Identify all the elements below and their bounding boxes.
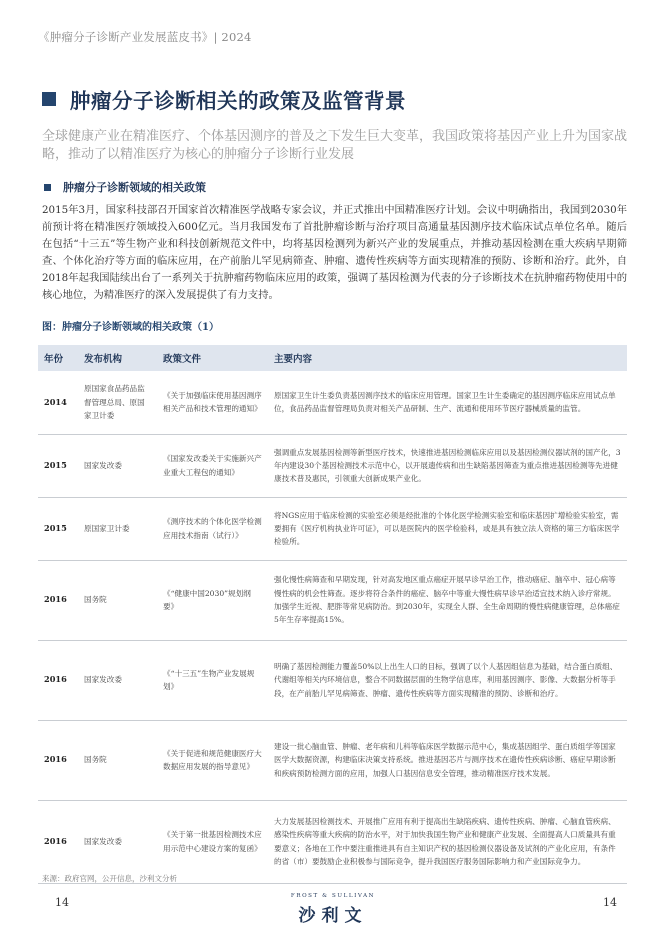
cell-agency: 国家发改委	[78, 640, 157, 720]
table-row	[38, 434, 627, 497]
subsection-square-marker	[44, 184, 51, 191]
section-title	[42, 84, 406, 114]
section-square-marker	[42, 92, 56, 106]
policy-table	[38, 345, 627, 884]
table-row	[38, 497, 627, 560]
cell-document: 《测序技术的个体化医学检测应用技术指南（试行）》	[157, 497, 268, 560]
cell-document: 《国家发改委关于实施新兴产业重大工程包的通知》	[157, 434, 268, 497]
header-agency: 发布机构	[78, 345, 157, 371]
body-paragraph: 2015年3月，国家科技部召开国家首次精准医学战略专家会议，并正式推出中国精准医疗计划。会议中明确指出，我国到2030年前预计将在精准医疗领域投入600亿元。当月我国发布了首批肿瘤诊断与治疗项目高通量基因测序技术临床试点单位名单。随后在包括“十三五”等生物产业和科技创新规范文件中，均将基因检测列为新兴产业的发展重点，并推动基因检测在重大疾病早期筛查、个体化治疗等方面的临床应用，在产前胎儿罕见病筛查、肿瘤、遗传性疾病等方面实现精准的预防、诊断和治疗。此外，自2018年起我国陆续出台了一系列关于抗肿瘤药物临床应用的政策，强调了基因检测为代表的分子诊断技术在抗肿瘤药物使用中的核心地位，为精准医疗的深入发展提供了有力支持。	[42, 204, 627, 302]
table-header-row	[38, 345, 627, 371]
source-note: 来源：政府官网，公开信息，沙利文分析	[42, 874, 177, 883]
cell-agency: 国家发改委	[78, 434, 157, 497]
cell-content: 大力发展基因检测技术、开展推广应用有利于提高出生缺陷疾病、遗传性疾病、肿瘤、心脑血管疾病、感染性疾病等重大疾病的防治水平，对于加快我国生物产业和健康产业发展、全面提高人口质量具有重要意义；各地在工作中要注重推进具有自主知识产权的基因检测仪器设备及试剂的产业化应用，有条件的省（市）要鼓励企业积极参与国际竞争，提升我国医疗服务国际影响力和产业国际竞争力。	[268, 800, 627, 883]
figure-caption: 图：肿瘤分子诊断领域的相关政策（1）	[42, 322, 219, 333]
cell-year: 2016	[38, 560, 78, 640]
table-row	[38, 371, 627, 434]
cell-agency: 原国家卫计委	[78, 497, 157, 560]
cell-document: 《关于第一批基因检测技术应用示范中心建设方案的复函》	[157, 800, 268, 883]
cell-agency: 国务院	[78, 720, 157, 800]
cell-year: 2016	[38, 800, 78, 883]
cell-year: 2015	[38, 434, 78, 497]
subsection-title	[44, 179, 206, 195]
table-row	[38, 560, 627, 640]
table-row	[38, 800, 627, 883]
logo-brand-en: FROST & SULLIVAN	[290, 893, 376, 899]
cell-document: 《“十三五”生物产业发展规划》	[157, 640, 268, 720]
logo-brand-cn: 沙利文	[298, 906, 368, 926]
cell-content: 原国家卫生计生委负责基因测序技术的临床应用管理。国家卫生计生委确定的基因测序临床应用试点单位，食品药品监督管理局负责对相关产品研制、生产、流通和使用环节医疗器械质量的监管。	[268, 371, 627, 434]
cell-document: 《关于加强临床使用基因测序相关产品和技术管理的通知》	[157, 371, 268, 434]
table-row	[38, 640, 627, 720]
cell-content: 强调重点发展基因检测等新型医疗技术，快速推进基因检测临床应用以及基因检测仪器试剂的国产化，3年内建设30个基因检测技术示范中心，以开展遗传病和出生缺陷基因筛查为重点推进基因检测等先进健康技术普及惠民，引领重大创新成果产业化。	[268, 434, 627, 497]
cell-agency: 原国家食品药品监督管理总局、原国家卫计委	[78, 371, 157, 434]
table-row	[38, 720, 627, 800]
page-number-left: 14	[55, 896, 69, 909]
section-title-text: 肿瘤分子诊断相关的政策及监管背景	[70, 89, 406, 113]
cell-content: 明确了基因检测能力覆盖50%以上出生人口的目标，强调了以个人基因组信息为基础，结合蛋白质组、代谢组等相关内环境信息，整合不同数据层面的生物学信息库，利用基因测序、影像、大数据分析等手段，在产前胎儿罕见病筛查、肿瘤、遗传性疾病等方面实现精准的预防、诊断和治疗。	[268, 640, 627, 720]
header-document: 政策文件	[157, 345, 268, 371]
cell-agency: 国务院	[78, 560, 157, 640]
cell-year: 2014	[38, 371, 78, 434]
frost-sullivan-logo	[272, 893, 394, 926]
cell-content: 强化慢性病筛查和早期发现，针对高发地区重点癌症开展早诊早治工作，推动癌症、脑卒中、冠心病等慢性病的机会性筛查。逐步将符合条件的癌症、脑卒中等重大慢性病早诊早治适宜技术纳入诊疗常规。加强学生近视、肥胖等常见病防治。到2030年，实现全人群、全生命周期的慢性病健康管理，总体癌症5年生存率提高15%。	[268, 560, 627, 640]
lead-paragraph: 全球健康产业在精准医疗、个体基因测序的普及之下发生巨大变革，我国政策将基因产业上升为国家战略，推动了以精准医疗为核心的肿瘤分子诊断行业发展	[42, 129, 628, 162]
cell-document: 《“健康中国2030”规划纲要》	[157, 560, 268, 640]
cell-agency: 国家发改委	[78, 800, 157, 883]
subsection-title-text: 肿瘤分子诊断领域的相关政策	[63, 181, 206, 194]
cell-year: 2016	[38, 720, 78, 800]
cell-content: 将NGS应用于临床检测的实验室必须是经批准的个体化医学检测实验室和临床基因扩增检验实验室，需要拥有《医疗机构执业许可证》，可以是医院内的医学检验科，或是具有独立法人资格的第三方临床医学检验所。	[268, 497, 627, 560]
cell-year: 2016	[38, 640, 78, 720]
document-header-title: 《肿瘤分子诊断产业发展蓝皮书》| 2024	[38, 30, 252, 44]
cell-content: 建设一批心脑血管、肿瘤、老年病和儿科等临床医学数据示范中心，集成基因组学、蛋白质组学等国家医学大数据资源，构建临床决策支持系统。推进基因芯片与测序技术在遗传性疾病诊断、癌症早期诊断和疾病预防检测方面的应用，加强人口基因信息安全管理，推动精准医疗技术发展。	[268, 720, 627, 800]
header-content: 主要内容	[268, 345, 627, 371]
cell-year: 2015	[38, 497, 78, 560]
page-number-right: 14	[603, 896, 617, 909]
cell-document: 《关于促进和规范健康医疗大数据应用发展的指导意见》	[157, 720, 268, 800]
header-year: 年份	[38, 345, 78, 371]
